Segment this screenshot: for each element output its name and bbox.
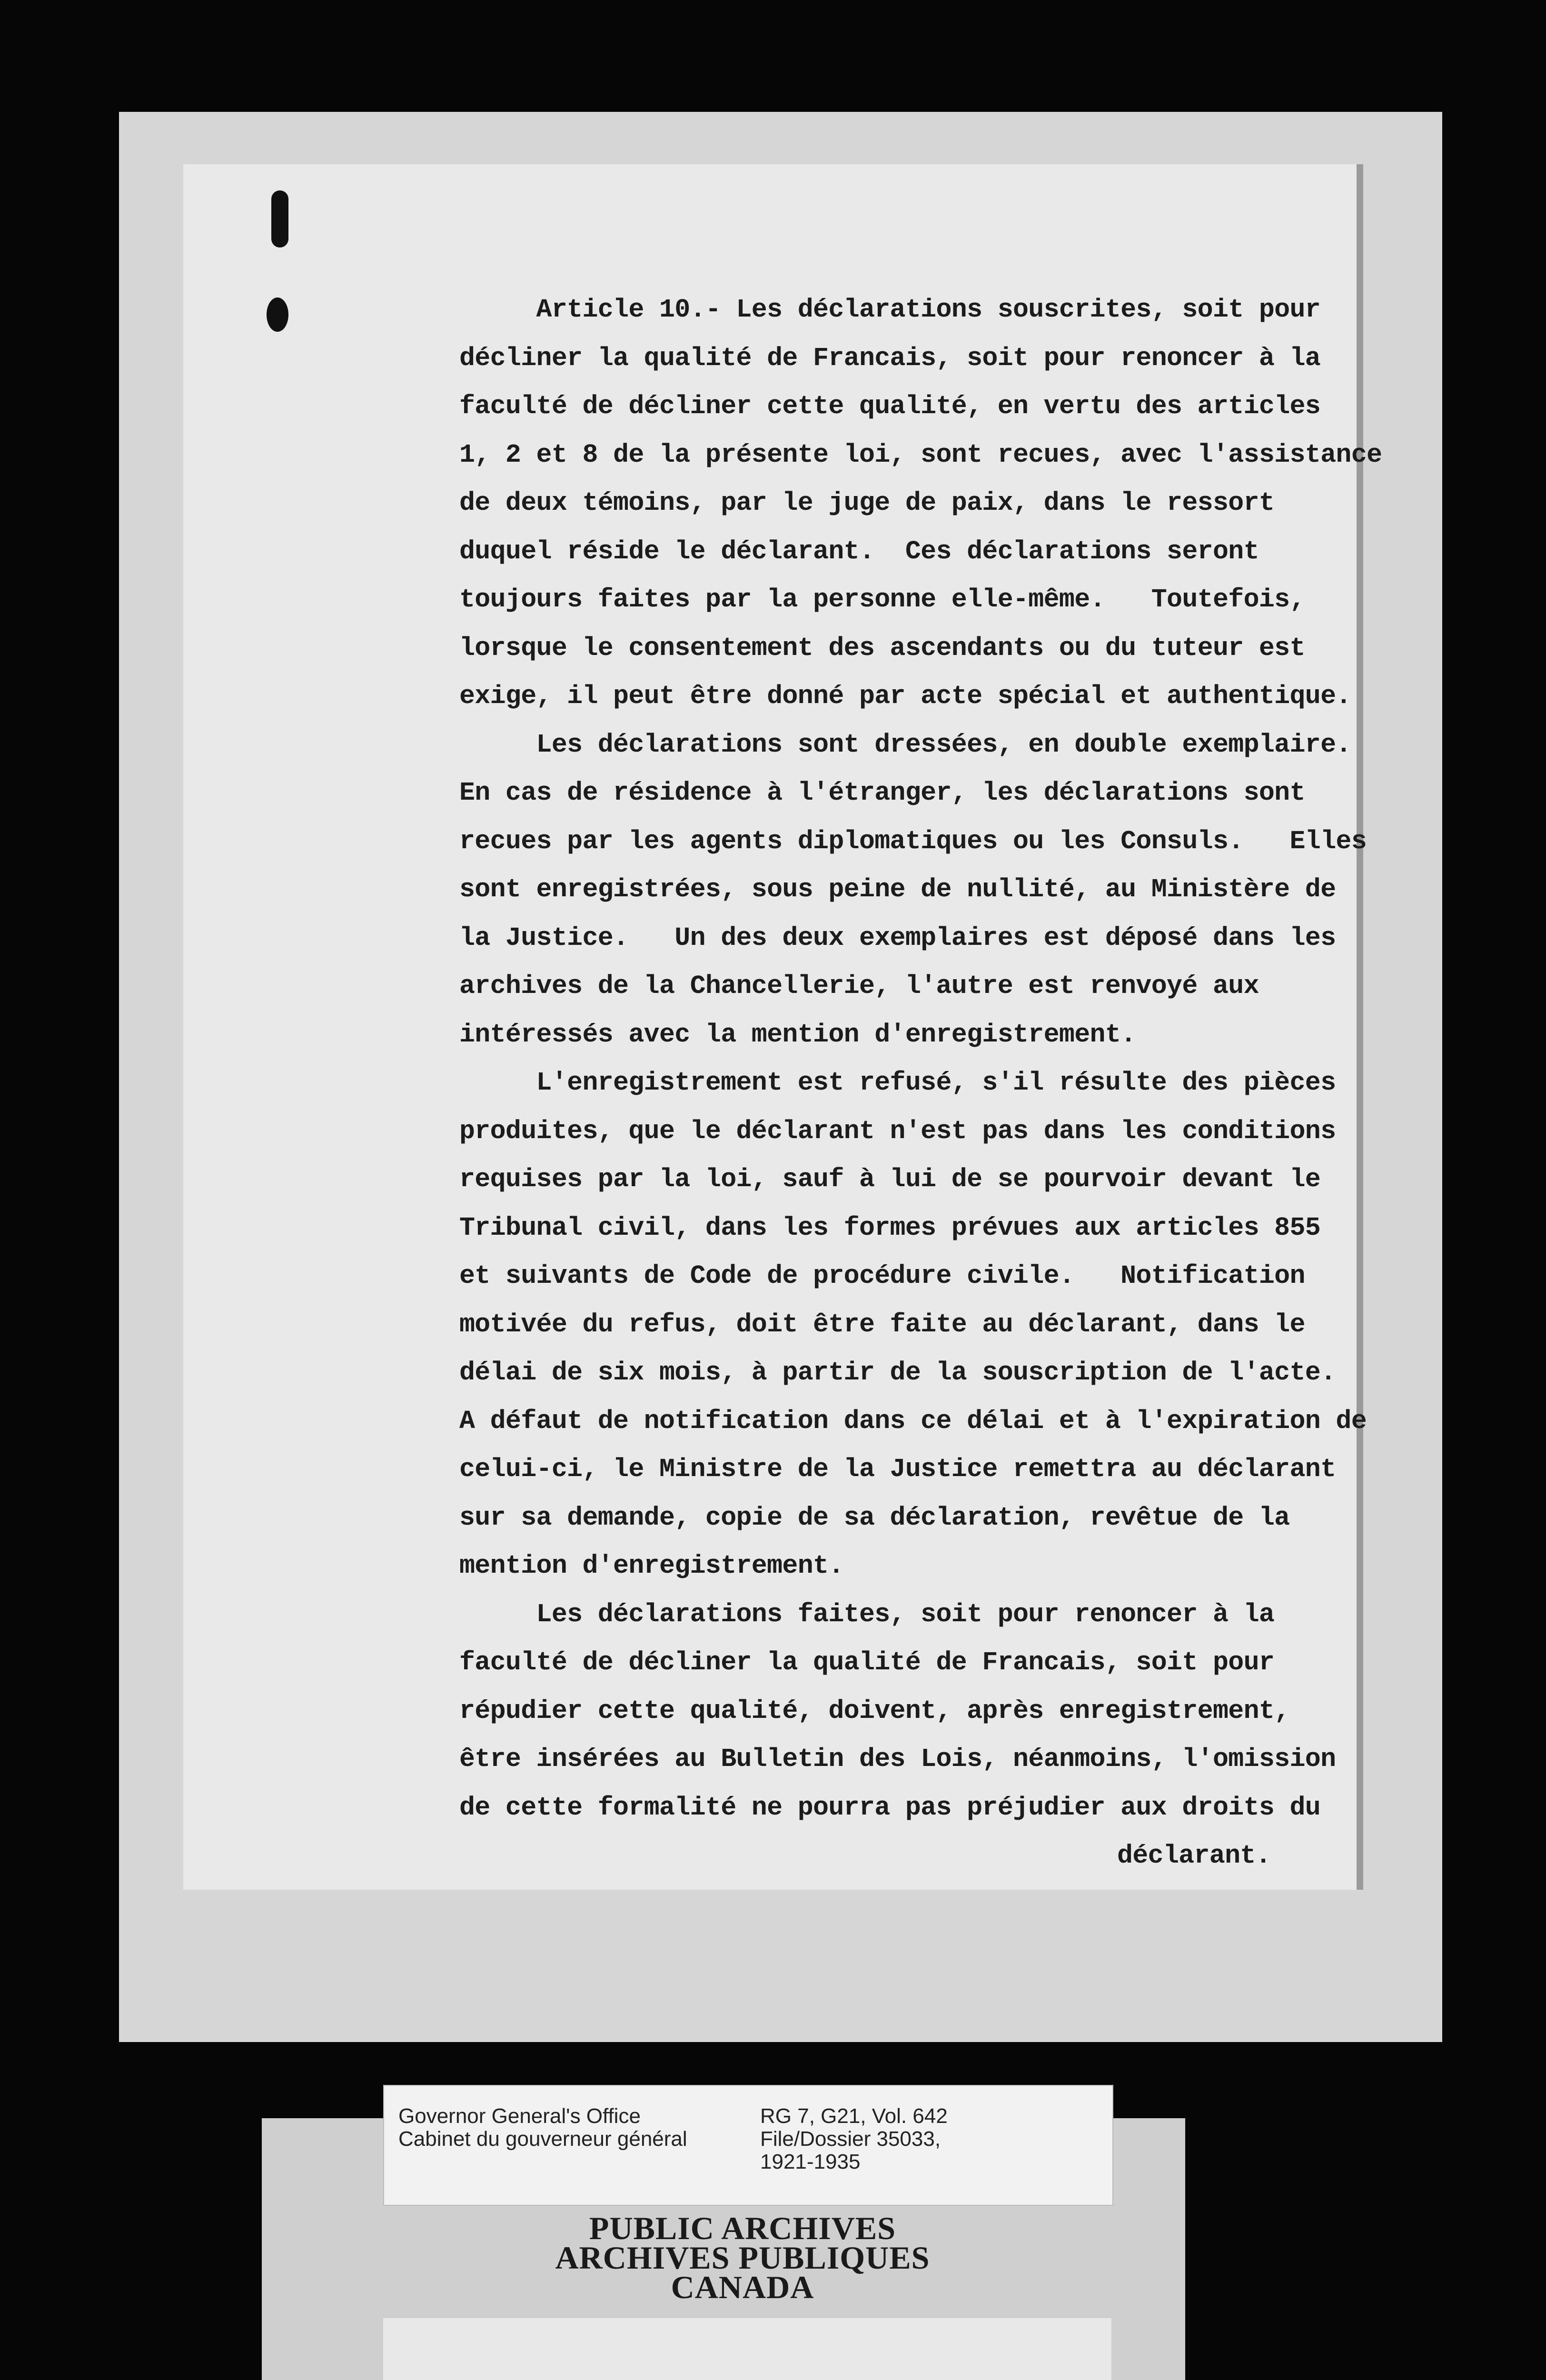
text-line: 1, 2 et 8 de la présente loi, sont recues, avec l'assistance [459, 439, 1382, 470]
text-line: décliner la qualité de Francais, soit pour renoncer à la [459, 343, 1321, 373]
bottom-strip [383, 2318, 1111, 2380]
text-line: de deux témoins, par le juge de paix, dans le ressort [459, 488, 1275, 518]
text-line: la Justice. Un des deux exemplaires est déposé dans les [459, 922, 1336, 953]
closing-word: déclarant. [1117, 1841, 1271, 1871]
text-line: L'enregistrement est refusé, s'il résulte des pièces [459, 1068, 1336, 1098]
text-line: motivée du refus, doit être faite au déclarant, dans le [459, 1309, 1305, 1339]
text-line: répudier cette qualité, doivent, après enregistrement, [459, 1696, 1290, 1726]
office-english: Governor General's Office [398, 2104, 641, 2128]
text-line: faculté de décliner cette qualité, en vertu des articles [459, 391, 1321, 421]
stamp-line-3: CANADA [671, 2269, 814, 2305]
text-line: Article 10.- Les déclarations souscrites, soit pour [459, 295, 1321, 325]
text-line: mention d'enregistrement. [459, 1551, 844, 1581]
office-french: Cabinet du gouverneur général [398, 2127, 687, 2151]
text-line: sont enregistrées, sous peine de nullité, au Ministère de [459, 874, 1336, 904]
typed-body-text [459, 286, 1382, 1880]
text-line: lorsque le consentement des ascendants ou du tuteur est [459, 633, 1305, 663]
text-line: exige, il peut être donné par acte spécial et authentique. [459, 681, 1351, 711]
text-line: de cette formalité ne pourra pas préjudier aux droits du [459, 1792, 1321, 1823]
archives-stamp [481, 2210, 1004, 2305]
text-line: délai de six mois, à partir de la souscription de l'acte. [459, 1358, 1336, 1388]
label-reference [760, 2105, 948, 2173]
text-line: En cas de résidence à l'étranger, les déclarations sont [459, 778, 1305, 808]
text-line: Les déclarations faites, soit pour renoncer à la [459, 1599, 1275, 1629]
text-line: produites, que le déclarant n'est pas dans les conditions [459, 1116, 1336, 1146]
text-line: être insérées au Bulletin des Lois, néanmoins, l'omission [459, 1744, 1336, 1774]
file-number: File/Dossier 35033, [760, 2127, 941, 2151]
text-line: et suivants de Code de procédure civile. Notification [459, 1261, 1305, 1291]
text-line: celui-ci, le Ministre de la Justice remettra au déclarant [459, 1454, 1336, 1484]
archive-label-card [383, 2085, 1113, 2206]
text-line: faculté de décliner la qualité de Francais, soit pour [459, 1647, 1275, 1677]
stamp-line-2: ARCHIVES PUBLIQUES [555, 2240, 930, 2276]
text-line: archives de la Chancellerie, l'autre est renvoyé aux [459, 971, 1259, 1001]
text-line: toujours faites par la personne elle-même. Toutefois, [459, 585, 1305, 615]
record-group: RG 7, G21, Vol. 642 [760, 2104, 948, 2128]
text-line: Les déclarations sont dressées, en double exemplaire. [459, 729, 1351, 760]
text-line: intéressés avec la mention d'enregistrement. [459, 1019, 1136, 1050]
punch-hole [267, 298, 288, 332]
text-line: recues par les agents diplomatiques ou les Consuls. Elles [459, 826, 1367, 856]
date-range: 1921-1935 [760, 2150, 861, 2173]
stamp-line-1: PUBLIC ARCHIVES [589, 2210, 896, 2246]
text-line: Tribunal civil, dans les formes prévues aux articles 855 [459, 1212, 1321, 1243]
text-line: sur sa demande, copie de sa déclaration, revêtue de la [459, 1502, 1290, 1533]
text-line: requises par la loi, sauf à lui de se pourvoir devant le [459, 1164, 1321, 1194]
text-line: A défaut de notification dans ce délai et à l'expiration de [459, 1406, 1367, 1436]
text-line: duquel réside le déclarant. Ces déclarations seront [459, 536, 1259, 566]
label-office [398, 2105, 687, 2151]
punch-hole [271, 190, 288, 248]
